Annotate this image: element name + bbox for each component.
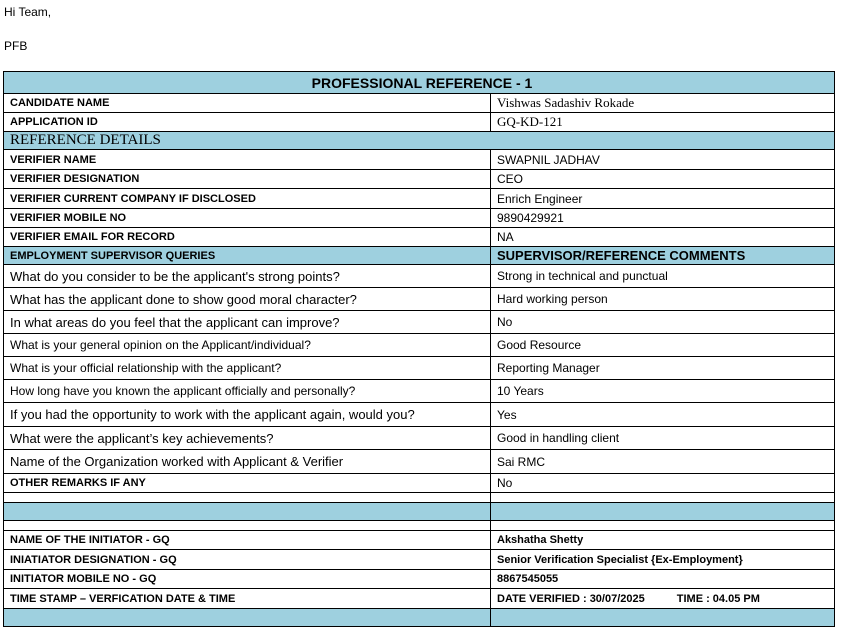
spacer-row [4, 521, 835, 531]
query-question: What has the applicant done to show good moral character? [4, 288, 491, 311]
other-remarks-row [4, 474, 835, 493]
verified-time: TIME : 04.05 PM [676, 592, 760, 605]
timestamp-row [4, 589, 835, 609]
verifier-mobile-row [4, 209, 835, 228]
initiator-designation-label: INIATIATOR DESIGNATION - GQ [4, 550, 491, 570]
query-answer: Good Resource [491, 334, 835, 357]
footer-cell [4, 609, 491, 627]
query-question: What is your official relationship with the applicant? [4, 357, 491, 380]
query-row [4, 427, 835, 450]
footer-cell [491, 609, 835, 627]
query-row [4, 357, 835, 380]
pfb-text: PFB [4, 39, 28, 53]
query-question: What were the applicant’s key achievements? [4, 427, 491, 450]
spacer-cell [491, 521, 835, 531]
initiator-designation-row [4, 550, 835, 570]
query-row [4, 450, 835, 474]
queries-header-right: SUPERVISOR/REFERENCE COMMENTS [491, 247, 835, 265]
greeting-text: Hi Team, [4, 5, 52, 19]
verifier-name-value: SWAPNIL JADHAV [491, 150, 835, 170]
verifier-mobile-value: 9890429921 [491, 209, 835, 228]
divider-cell [4, 503, 491, 521]
queries-header-row [4, 247, 835, 265]
verifier-designation-row [4, 170, 835, 189]
query-row [4, 265, 835, 288]
divider-blue-row [4, 503, 835, 521]
other-remarks-label: OTHER REMARKS IF ANY [4, 474, 491, 493]
application-id-row [4, 113, 835, 132]
divider-cell [491, 503, 835, 521]
initiator-name-row [4, 531, 835, 550]
query-row [4, 380, 835, 403]
query-question: What do you consider to be the applicant's strong points? [4, 265, 491, 288]
spacer-cell [491, 493, 835, 503]
query-answer: Strong in technical and punctual [491, 265, 835, 288]
footer-blue-row [4, 609, 835, 627]
query-row [4, 288, 835, 311]
queries-header-left: EMPLOYMENT SUPERVISOR QUERIES [4, 247, 491, 265]
timestamp-label: TIME STAMP – VERFICATION DATE & TIME [4, 589, 491, 609]
query-answer: Good in handling client [491, 427, 835, 450]
query-answer: 10 Years [491, 380, 835, 403]
query-answer: Reporting Manager [491, 357, 835, 380]
query-answer: Yes [491, 403, 835, 427]
candidate-name-value: Vishwas Sadashiv Rokade [491, 94, 835, 113]
other-remarks-value: No [491, 474, 835, 493]
initiator-name-value: Akshatha Shetty [491, 531, 835, 550]
verifier-email-value: NA [491, 228, 835, 247]
application-id-value: GQ-KD-121 [491, 113, 835, 132]
query-answer: Sai RMC [491, 450, 835, 474]
initiator-mobile-label: INITIATOR MOBILE NO - GQ [4, 570, 491, 589]
query-answer: No [491, 311, 835, 334]
verifier-designation-label: VERIFIER DESIGNATION [4, 170, 491, 189]
query-question: If you had the opportunity to work with the applicant again, would you? [4, 403, 491, 427]
verifier-email-row [4, 228, 835, 247]
candidate-name-label: CANDIDATE NAME [4, 94, 491, 113]
initiator-designation-value: Senior Verification Specialist {Ex-Employment} [491, 550, 835, 570]
verifier-email-label: VERIFIER EMAIL FOR RECORD [4, 228, 491, 247]
initiator-name-label: NAME OF THE INITIATOR - GQ [4, 531, 491, 550]
table-title: PROFESSIONAL REFERENCE - 1 [4, 72, 835, 94]
query-question: Name of the Organization worked with Applicant & Verifier [4, 450, 491, 474]
query-answer: Hard working person [491, 288, 835, 311]
verifier-company-label: VERIFIER CURRENT COMPANY IF DISCLOSED [4, 189, 491, 209]
verifier-company-value: Enrich Engineer [491, 189, 835, 209]
reference-section-heading: REFERENCE DETAILS [4, 132, 835, 150]
verified-date: DATE VERIFIED : 30/07/2025 [497, 592, 645, 605]
verifier-designation-value: CEO [491, 170, 835, 189]
verifier-name-label: VERIFIER NAME [4, 150, 491, 170]
query-question: What is your general opinion on the Applicant/individual? [4, 334, 491, 357]
query-row [4, 334, 835, 357]
verifier-mobile-label: VERIFIER MOBILE NO [4, 209, 491, 228]
verifier-name-row [4, 150, 835, 170]
reference-section-row [4, 132, 835, 150]
query-row [4, 311, 835, 334]
query-row [4, 403, 835, 427]
application-id-label: APPLICATION ID [4, 113, 491, 132]
reference-table [3, 71, 835, 627]
candidate-name-row [4, 94, 835, 113]
query-question: In what areas do you feel that the applicant can improve? [4, 311, 491, 334]
initiator-mobile-value: 8867545055 [491, 570, 835, 589]
query-question: How long have you known the applicant officially and personally? [4, 380, 491, 403]
timestamp-value [491, 589, 835, 609]
spacer-cell [4, 521, 491, 531]
spacer-cell [4, 493, 491, 503]
verifier-company-row [4, 189, 835, 209]
spacer-row [4, 493, 835, 503]
initiator-mobile-row [4, 570, 835, 589]
title-row [4, 72, 835, 94]
